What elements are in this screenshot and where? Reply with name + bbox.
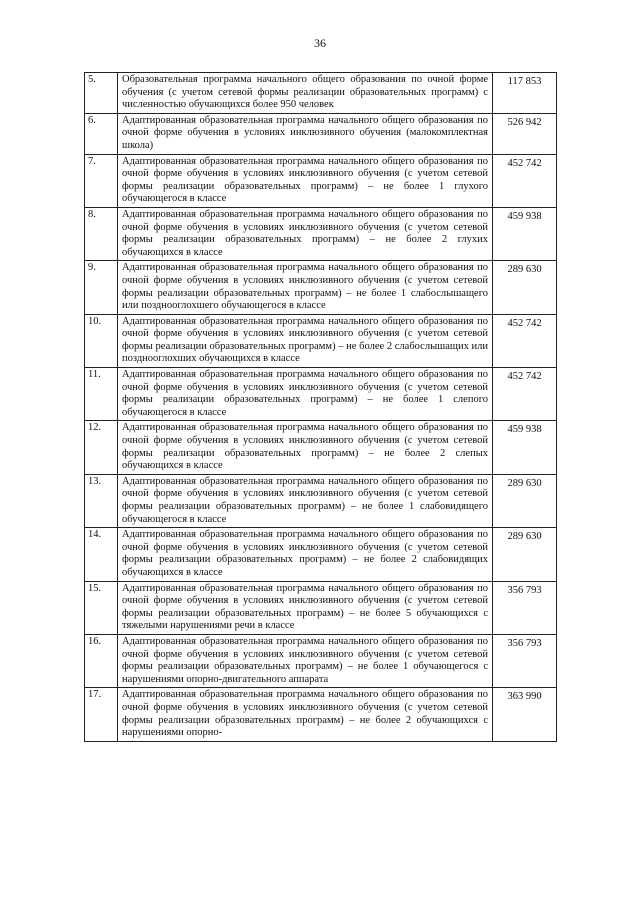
- table-row: [85, 368, 557, 421]
- row-value-cell: 459 938: [493, 421, 557, 474]
- table-row: [85, 207, 557, 260]
- row-description-cell: Адаптированная образовательная программа начального общего образования по очной форме обучения в условиях инклюзивного обучения (с учетом сетевой формы реализации образовательных программ) – не более 2 слепых обучающихся в классе: [118, 421, 493, 474]
- table-row: [85, 421, 557, 474]
- table-row: [85, 113, 557, 154]
- row-number-cell: 5.: [85, 73, 118, 114]
- table-row: [85, 154, 557, 207]
- row-value-cell: 526 942: [493, 113, 557, 154]
- row-number-cell: 14.: [85, 528, 118, 581]
- row-description-cell: Адаптированная образовательная программа начального общего образования по очной форме обучения в условиях инклюзивного обучения (с учетом сетевой формы реализации образовательных программ) – не более 5 обучающихся с тяжелыми нарушениями речи в классе: [118, 581, 493, 634]
- row-description-cell: Образовательная программа начального общего образования по очной форме обучения (с учетом сетевой формы реализации образовательных программ) с численностью обучающихся более 950 человек: [118, 73, 493, 114]
- row-value-cell: 452 742: [493, 154, 557, 207]
- row-description-cell: Адаптированная образовательная программа начального общего образования по очной форме обучения в условиях инклюзивного обучения (с учетом сетевой формы реализации образовательных программ) – не более 1 обучающегося с нарушениями опорно-двигательного аппарата: [118, 634, 493, 687]
- row-description-cell: Адаптированная образовательная программа начального общего образования по очной форме обучения в условиях инклюзивного обучения (с учетом сетевой формы реализации образовательных программ) – не более 1 глухого обучающегося в классе: [118, 154, 493, 207]
- row-number-cell: 10.: [85, 314, 118, 367]
- row-description-cell: Адаптированная образовательная программа начального общего образования по очной форме обучения в условиях инклюзивного обучения (с учетом сетевой формы реализации образовательных программ) – не более 1 слабослышащего или позднооглохшего обучающегося в классе: [118, 261, 493, 314]
- row-description-cell: Адаптированная образовательная программа начального общего образования по очной форме обучения в условиях инклюзивного обучения (с учетом сетевой формы реализации образовательных программ) – не более 2 слабослышащих или позднооглохших обучающихся в классе: [118, 314, 493, 367]
- table-row: [85, 528, 557, 581]
- table-row: [85, 261, 557, 314]
- row-number-cell: 8.: [85, 207, 118, 260]
- row-value-cell: 459 938: [493, 207, 557, 260]
- row-description-cell: Адаптированная образовательная программа начального общего образования по очной форме обучения в условиях инклюзивного обучения (малокомплектная школа): [118, 113, 493, 154]
- row-value-cell: 363 990: [493, 688, 557, 741]
- row-number-cell: 17.: [85, 688, 118, 741]
- row-description-cell: Адаптированная образовательная программа начального общего образования по очной форме обучения в условиях инклюзивного обучения (с учетом сетевой формы реализации образовательных программ) – не более 1 слабовидящего обучающегося в классе: [118, 474, 493, 527]
- row-value-cell: 452 742: [493, 314, 557, 367]
- page-number: 36: [314, 36, 326, 50]
- row-value-cell: 289 630: [493, 261, 557, 314]
- row-number-cell: 11.: [85, 368, 118, 421]
- table-row: [85, 581, 557, 634]
- row-value-cell: 289 630: [493, 474, 557, 527]
- row-number-cell: 9.: [85, 261, 118, 314]
- table-row: [85, 314, 557, 367]
- row-value-cell: 117 853: [493, 73, 557, 114]
- row-number-cell: 13.: [85, 474, 118, 527]
- row-description-cell: Адаптированная образовательная программа начального общего образования по очной форме обучения в условиях инклюзивного обучения (с учетом сетевой формы реализации образовательных программ) – не более 2 глухих обучающихся в классе: [118, 207, 493, 260]
- row-number-cell: 12.: [85, 421, 118, 474]
- row-value-cell: 356 793: [493, 634, 557, 687]
- row-description-cell: Адаптированная образовательная программа начального общего образования по очной форме обучения в условиях инклюзивного обучения (с учетом сетевой формы реализации образовательных программ) – не более 1 слепого обучающегося в классе: [118, 368, 493, 421]
- row-description-cell: Адаптированная образовательная программа начального общего образования по очной форме обучения в условиях инклюзивного обучения (с учетом сетевой формы реализации образовательных программ) – не более 2 слабовидящих обучающихся в классе: [118, 528, 493, 581]
- table-row: [85, 688, 557, 741]
- row-number-cell: 6.: [85, 113, 118, 154]
- row-value-cell: 289 630: [493, 528, 557, 581]
- row-value-cell: 356 793: [493, 581, 557, 634]
- row-value-cell: 452 742: [493, 368, 557, 421]
- row-number-cell: 15.: [85, 581, 118, 634]
- row-description-cell: Адаптированная образовательная программа начального общего образования по очной форме обучения в условиях инклюзивного обучения (с учетом сетевой формы реализации образовательных программ) – не более 2 обучающихся с нарушениями опорно-: [118, 688, 493, 741]
- table-row: [85, 634, 557, 687]
- row-number-cell: 7.: [85, 154, 118, 207]
- table-row: [85, 73, 557, 114]
- table-row: [85, 474, 557, 527]
- funding-table: [84, 72, 557, 742]
- table-body: [85, 73, 557, 742]
- row-number-cell: 16.: [85, 634, 118, 687]
